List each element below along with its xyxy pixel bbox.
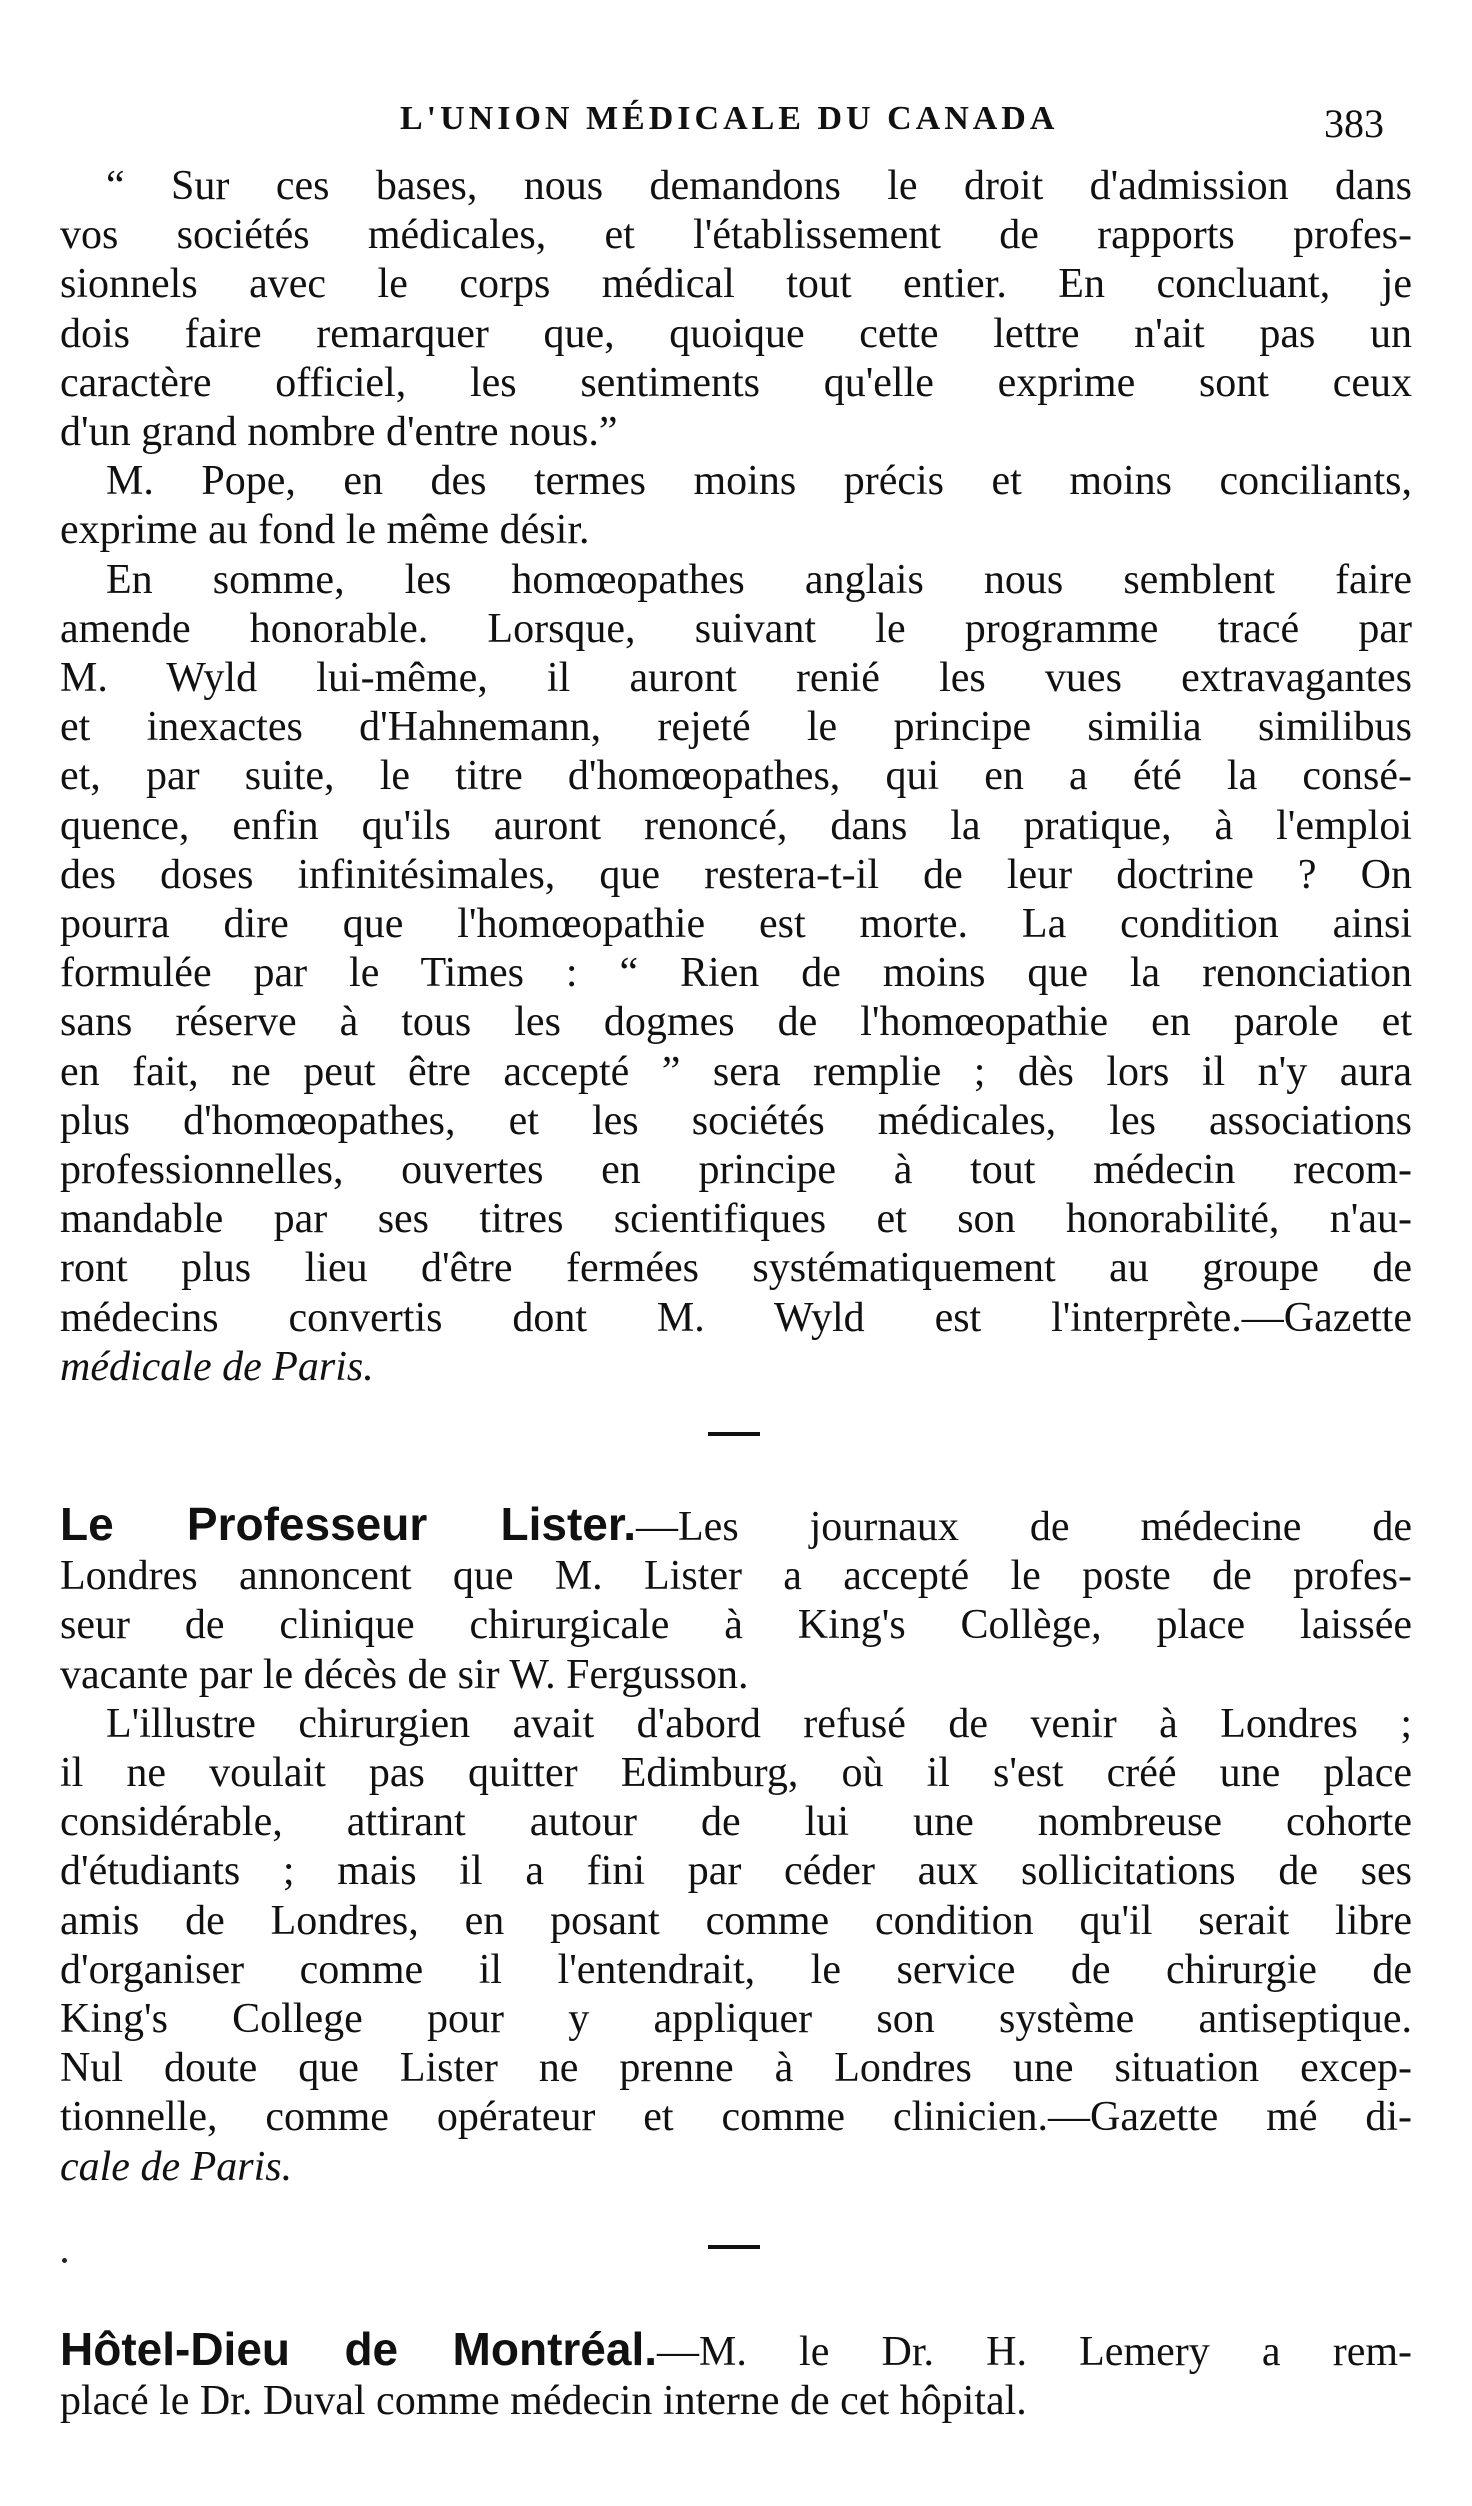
text-line: amis de Londres, en posant comme condition qu'il serait libre bbox=[60, 1897, 1412, 1944]
text-run: —Les journaux de médecine de bbox=[636, 1504, 1412, 1550]
section-hotel-dieu bbox=[60, 2325, 1412, 2426]
text-line: il ne voulait pas quitter Edimburg, où il s'est créé une place bbox=[60, 1750, 1412, 1797]
text-line: professionnelles, ouvertes en principe à tout médecin recom- bbox=[60, 1147, 1412, 1194]
text-line: vacante par le décès de sir W. Fergusson. bbox=[60, 1651, 749, 1698]
citation-line: médicale de Paris. bbox=[60, 1343, 374, 1390]
text-line: dois faire remarquer que, quoique cette lettre n'ait pas un bbox=[60, 310, 1412, 357]
text-line: d'organiser comme il l'entendrait, le service de chirurgie de bbox=[60, 1946, 1412, 1993]
text-line: formulée par le Times : “ Rien de moins que la renonciation bbox=[60, 950, 1412, 997]
text-line: L'illustre chirurgien avait d'abord refusé de venir à Londres ; bbox=[106, 1700, 1412, 1747]
text-line: exprime au fond le même désir. bbox=[60, 507, 590, 554]
text-line: et inexactes d'Hahnemann, rejeté le principe similia similibus bbox=[60, 704, 1412, 751]
text-line: En somme, les homœopathes anglais nous semblent faire bbox=[106, 556, 1412, 603]
citation-line: cale de Paris. bbox=[60, 2143, 293, 2190]
page-number: 383 bbox=[1324, 101, 1384, 146]
section-heading: Le Professeur Lister. bbox=[60, 1498, 637, 1550]
running-head bbox=[60, 100, 1412, 150]
text-line: d'étudiants ; mais il a fini par céder aux sollicitations de ses bbox=[60, 1848, 1412, 1895]
text-line: tionnelle, comme opérateur et comme clinicien.—Gazette mé di- bbox=[60, 2094, 1412, 2141]
text-line: mandable par ses titres scientifiques et son honorabilité, n'au- bbox=[60, 1196, 1412, 1243]
paragraph-hotel-dieu bbox=[60, 2325, 1412, 2426]
text-line: plus d'homœopathes, et les sociétés médicales, les associations bbox=[60, 1097, 1412, 1144]
heading-line bbox=[60, 2325, 1412, 2377]
text-line: caractère officiel, les sentiments qu'elle exprime sont ceux bbox=[60, 359, 1412, 406]
paragraph-lister-1 bbox=[60, 1500, 1412, 1700]
text-line: seur de clinique chirurgicale à King's Collège, place laissée bbox=[60, 1602, 1412, 1649]
text-line: d'un grand nombre d'entre nous.” bbox=[60, 409, 618, 456]
section-divider bbox=[708, 2245, 760, 2249]
paragraph-quote bbox=[60, 162, 1412, 457]
text-line: “ Sur ces bases, nous demandons le droit d'admission dans bbox=[106, 163, 1412, 209]
text-line: M. Wyld lui-même, il auront renié les vues extravagantes bbox=[60, 655, 1412, 702]
text-line: M. Pope, en des termes moins précis et moins conciliants, bbox=[106, 458, 1412, 505]
paragraph-lister-2 bbox=[60, 1700, 1412, 2192]
text-line: Nul doute que Lister ne prenne à Londres une situation excep- bbox=[60, 2045, 1412, 2092]
text-line: pourra dire que l'homœopathie est morte. La condition ainsi bbox=[60, 901, 1412, 948]
text-line: sans réserve à tous les dogmes de l'homœopathie en parole et bbox=[60, 999, 1412, 1046]
paragraph-somme bbox=[60, 556, 1412, 1392]
text-line: sionnels avec le corps médical tout entier. En concluant, je bbox=[60, 261, 1412, 308]
text-line: ront plus lieu d'être fermées systématiquement au groupe de bbox=[60, 1245, 1412, 1292]
text-run: —M. le Dr. H. Lemery a rem- bbox=[657, 2329, 1412, 2375]
section-heading: Hôtel-Dieu de Montréal. bbox=[60, 2323, 658, 2375]
text-line: Londres annoncent que M. Lister a accepté le poste de profes- bbox=[60, 1553, 1412, 1600]
running-title: L'UNION MÉDICALE DU CANADA bbox=[400, 100, 1059, 137]
paragraph-pope bbox=[60, 457, 1412, 555]
section-lister bbox=[60, 1500, 1412, 2192]
stray-mark bbox=[62, 2258, 67, 2263]
text-line: King's College pour y appliquer son système antiseptique. bbox=[60, 1996, 1412, 2043]
text-line: amende honorable. Lorsque, suivant le programme tracé par bbox=[60, 605, 1412, 652]
text-line: considérable, attirant autour de lui une nombreuse cohorte bbox=[60, 1799, 1412, 1846]
text-line: et, par suite, le titre d'homœopathes, qui en a été la consé- bbox=[60, 753, 1412, 800]
heading-line bbox=[60, 1500, 1412, 1552]
text-line: quence, enfin qu'ils auront renoncé, dans la pratique, à l'emploi bbox=[60, 802, 1412, 849]
text-line: médecins convertis dont M. Wyld est l'interprète.—Gazette bbox=[60, 1294, 1412, 1341]
section-divider bbox=[708, 1432, 760, 1436]
text-line: vos sociétés médicales, et l'établissement de rapports profes- bbox=[60, 212, 1412, 259]
section-homoeopathy bbox=[60, 162, 1412, 1392]
text-line: des doses infinitésimales, que restera-t-il de leur doctrine ? On bbox=[60, 851, 1412, 898]
text-line: placé le Dr. Duval comme médecin interne de cet hôpital. bbox=[60, 2378, 1027, 2425]
text-line: en fait, ne peut être accepté ” sera remplie ; dès lors il n'y aura bbox=[60, 1048, 1412, 1095]
